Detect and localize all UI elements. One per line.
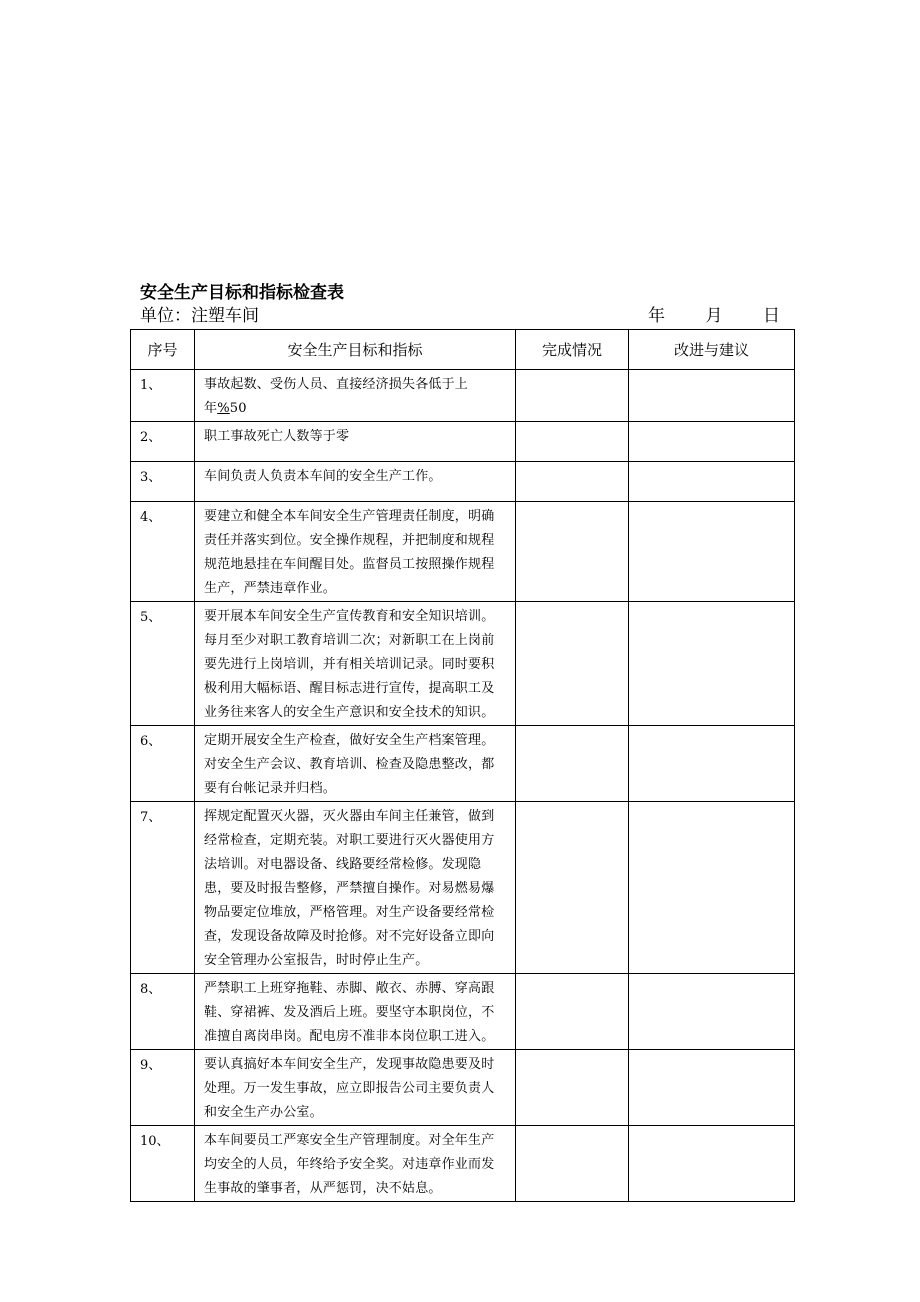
date-line bbox=[648, 305, 780, 327]
completion-cell[interactable] bbox=[516, 974, 629, 1050]
advice-cell[interactable] bbox=[629, 370, 795, 422]
unit-label: 单位：注塑车间 bbox=[140, 306, 259, 326]
row-target-text: 职工事故死亡人数等于零 bbox=[195, 422, 516, 462]
advice-cell[interactable] bbox=[629, 602, 795, 726]
col-header-target: 安全生产目标和指标 bbox=[195, 330, 516, 370]
row-target-text: 本车间要员工严寒安全生产管理制度。对全年生产均安全的人员，年终给予安全奖。对违章作业而发生事故的肇事者，从严惩罚，决不姑息。 bbox=[195, 1126, 516, 1202]
table-row bbox=[131, 602, 795, 726]
col-header-number: 序号 bbox=[131, 330, 195, 370]
col-header-completion: 完成情况 bbox=[516, 330, 629, 370]
row-number: 4、 bbox=[131, 502, 195, 602]
completion-cell[interactable] bbox=[516, 502, 629, 602]
completion-cell[interactable] bbox=[516, 726, 629, 802]
completion-cell[interactable] bbox=[516, 602, 629, 726]
row-number: 1、 bbox=[131, 370, 195, 422]
table-row bbox=[131, 726, 795, 802]
row-target-text: 严禁职工上班穿拖鞋、赤脚、敞衣、赤膊、穿高跟鞋、穿裙裤、发及酒后上班。要坚守本职岗位，不准擅自离岗串岗。配电房不准非本岗位职工进入。 bbox=[195, 974, 516, 1050]
row-target-text-part: 事故起数、受伤人员、直接经济损失各低于上年 bbox=[204, 377, 469, 416]
table-row bbox=[131, 502, 795, 602]
row-target-text-part: 50 bbox=[229, 401, 247, 416]
row-number: 7、 bbox=[131, 802, 195, 974]
row-number: 10、 bbox=[131, 1126, 195, 1202]
table-row bbox=[131, 370, 795, 422]
checklist-table bbox=[130, 329, 795, 1202]
row-target-text: 要建立和健全本车间安全生产管理责任制度，明确责任并落实到位。安全操作规程，并把制度和规程规范地悬挂在车间醒目处。监督员工按照操作规程生产，严禁违章作业。 bbox=[195, 502, 516, 602]
table-row bbox=[131, 802, 795, 974]
advice-cell[interactable] bbox=[629, 974, 795, 1050]
row-target-text: 挥规定配置灭火器，灭火器由车间主任兼管，做到经常检查，定期充装。对职工要进行灭火器使用方法培训。对电器设备、线路要经常检修。发现隐患，要及时报告整修，严禁擅自操作。对易燃易爆物品要定位堆放，严格管理。对生产设备要经常检查，发现设备故障及时抢修。对不完好设备立即向安全管理办公室报告，时时停止生产。 bbox=[195, 802, 516, 974]
table-row bbox=[131, 462, 795, 502]
row-number: 6、 bbox=[131, 726, 195, 802]
completion-cell[interactable] bbox=[516, 422, 629, 462]
advice-cell[interactable] bbox=[629, 422, 795, 462]
row-number: 2、 bbox=[131, 422, 195, 462]
row-target-text: 要开展本车间安全生产宣传教育和安全知识培训。每月至少对职工教育培训二次；对新职工在上岗前要先进行上岗培训，并有相关培训记录。同时要积极利用大幅标语、醒目标志进行宣传，提高职工及业务往来客人的安全生产意识和安全技术的知识。 bbox=[195, 602, 516, 726]
advice-cell[interactable] bbox=[629, 502, 795, 602]
month-label: 月 bbox=[705, 306, 723, 326]
row-target-text: 车间负责人负责本车间的安全生产工作。 bbox=[195, 462, 516, 502]
col-header-advice: 改进与建议 bbox=[629, 330, 795, 370]
table-row bbox=[131, 422, 795, 462]
row-target-text: 要认真搞好本车间安全生产，发现事故隐患要及时处理。万一发生事故，应立即报告公司主要负责人和安全生产办公室。 bbox=[195, 1050, 516, 1126]
completion-cell[interactable] bbox=[516, 462, 629, 502]
row-number: 8、 bbox=[131, 974, 195, 1050]
advice-cell[interactable] bbox=[629, 1126, 795, 1202]
row-number: 9、 bbox=[131, 1050, 195, 1126]
row-number: 5、 bbox=[131, 602, 195, 726]
table-row bbox=[131, 1050, 795, 1126]
row-target-text bbox=[195, 370, 516, 422]
day-label: 日 bbox=[763, 306, 780, 326]
percent-sign: % bbox=[217, 401, 230, 416]
advice-cell[interactable] bbox=[629, 726, 795, 802]
table-row bbox=[131, 1126, 795, 1202]
completion-cell[interactable] bbox=[516, 1126, 629, 1202]
table-row bbox=[131, 974, 795, 1050]
completion-cell[interactable] bbox=[516, 1050, 629, 1126]
year-label: 年 bbox=[648, 306, 665, 326]
document-title: 安全生产目标和指标检查表 bbox=[140, 283, 344, 303]
completion-cell[interactable] bbox=[516, 370, 629, 422]
row-target-text: 定期开展安全生产检查，做好安全生产档案管理。对安全生产会议、教育培训、检查及隐患整改，都要有台帐记录并归档。 bbox=[195, 726, 516, 802]
advice-cell[interactable] bbox=[629, 462, 795, 502]
row-number: 3、 bbox=[131, 462, 195, 502]
table-header-row bbox=[131, 330, 795, 370]
advice-cell[interactable] bbox=[629, 1050, 795, 1126]
advice-cell[interactable] bbox=[629, 802, 795, 974]
completion-cell[interactable] bbox=[516, 802, 629, 974]
